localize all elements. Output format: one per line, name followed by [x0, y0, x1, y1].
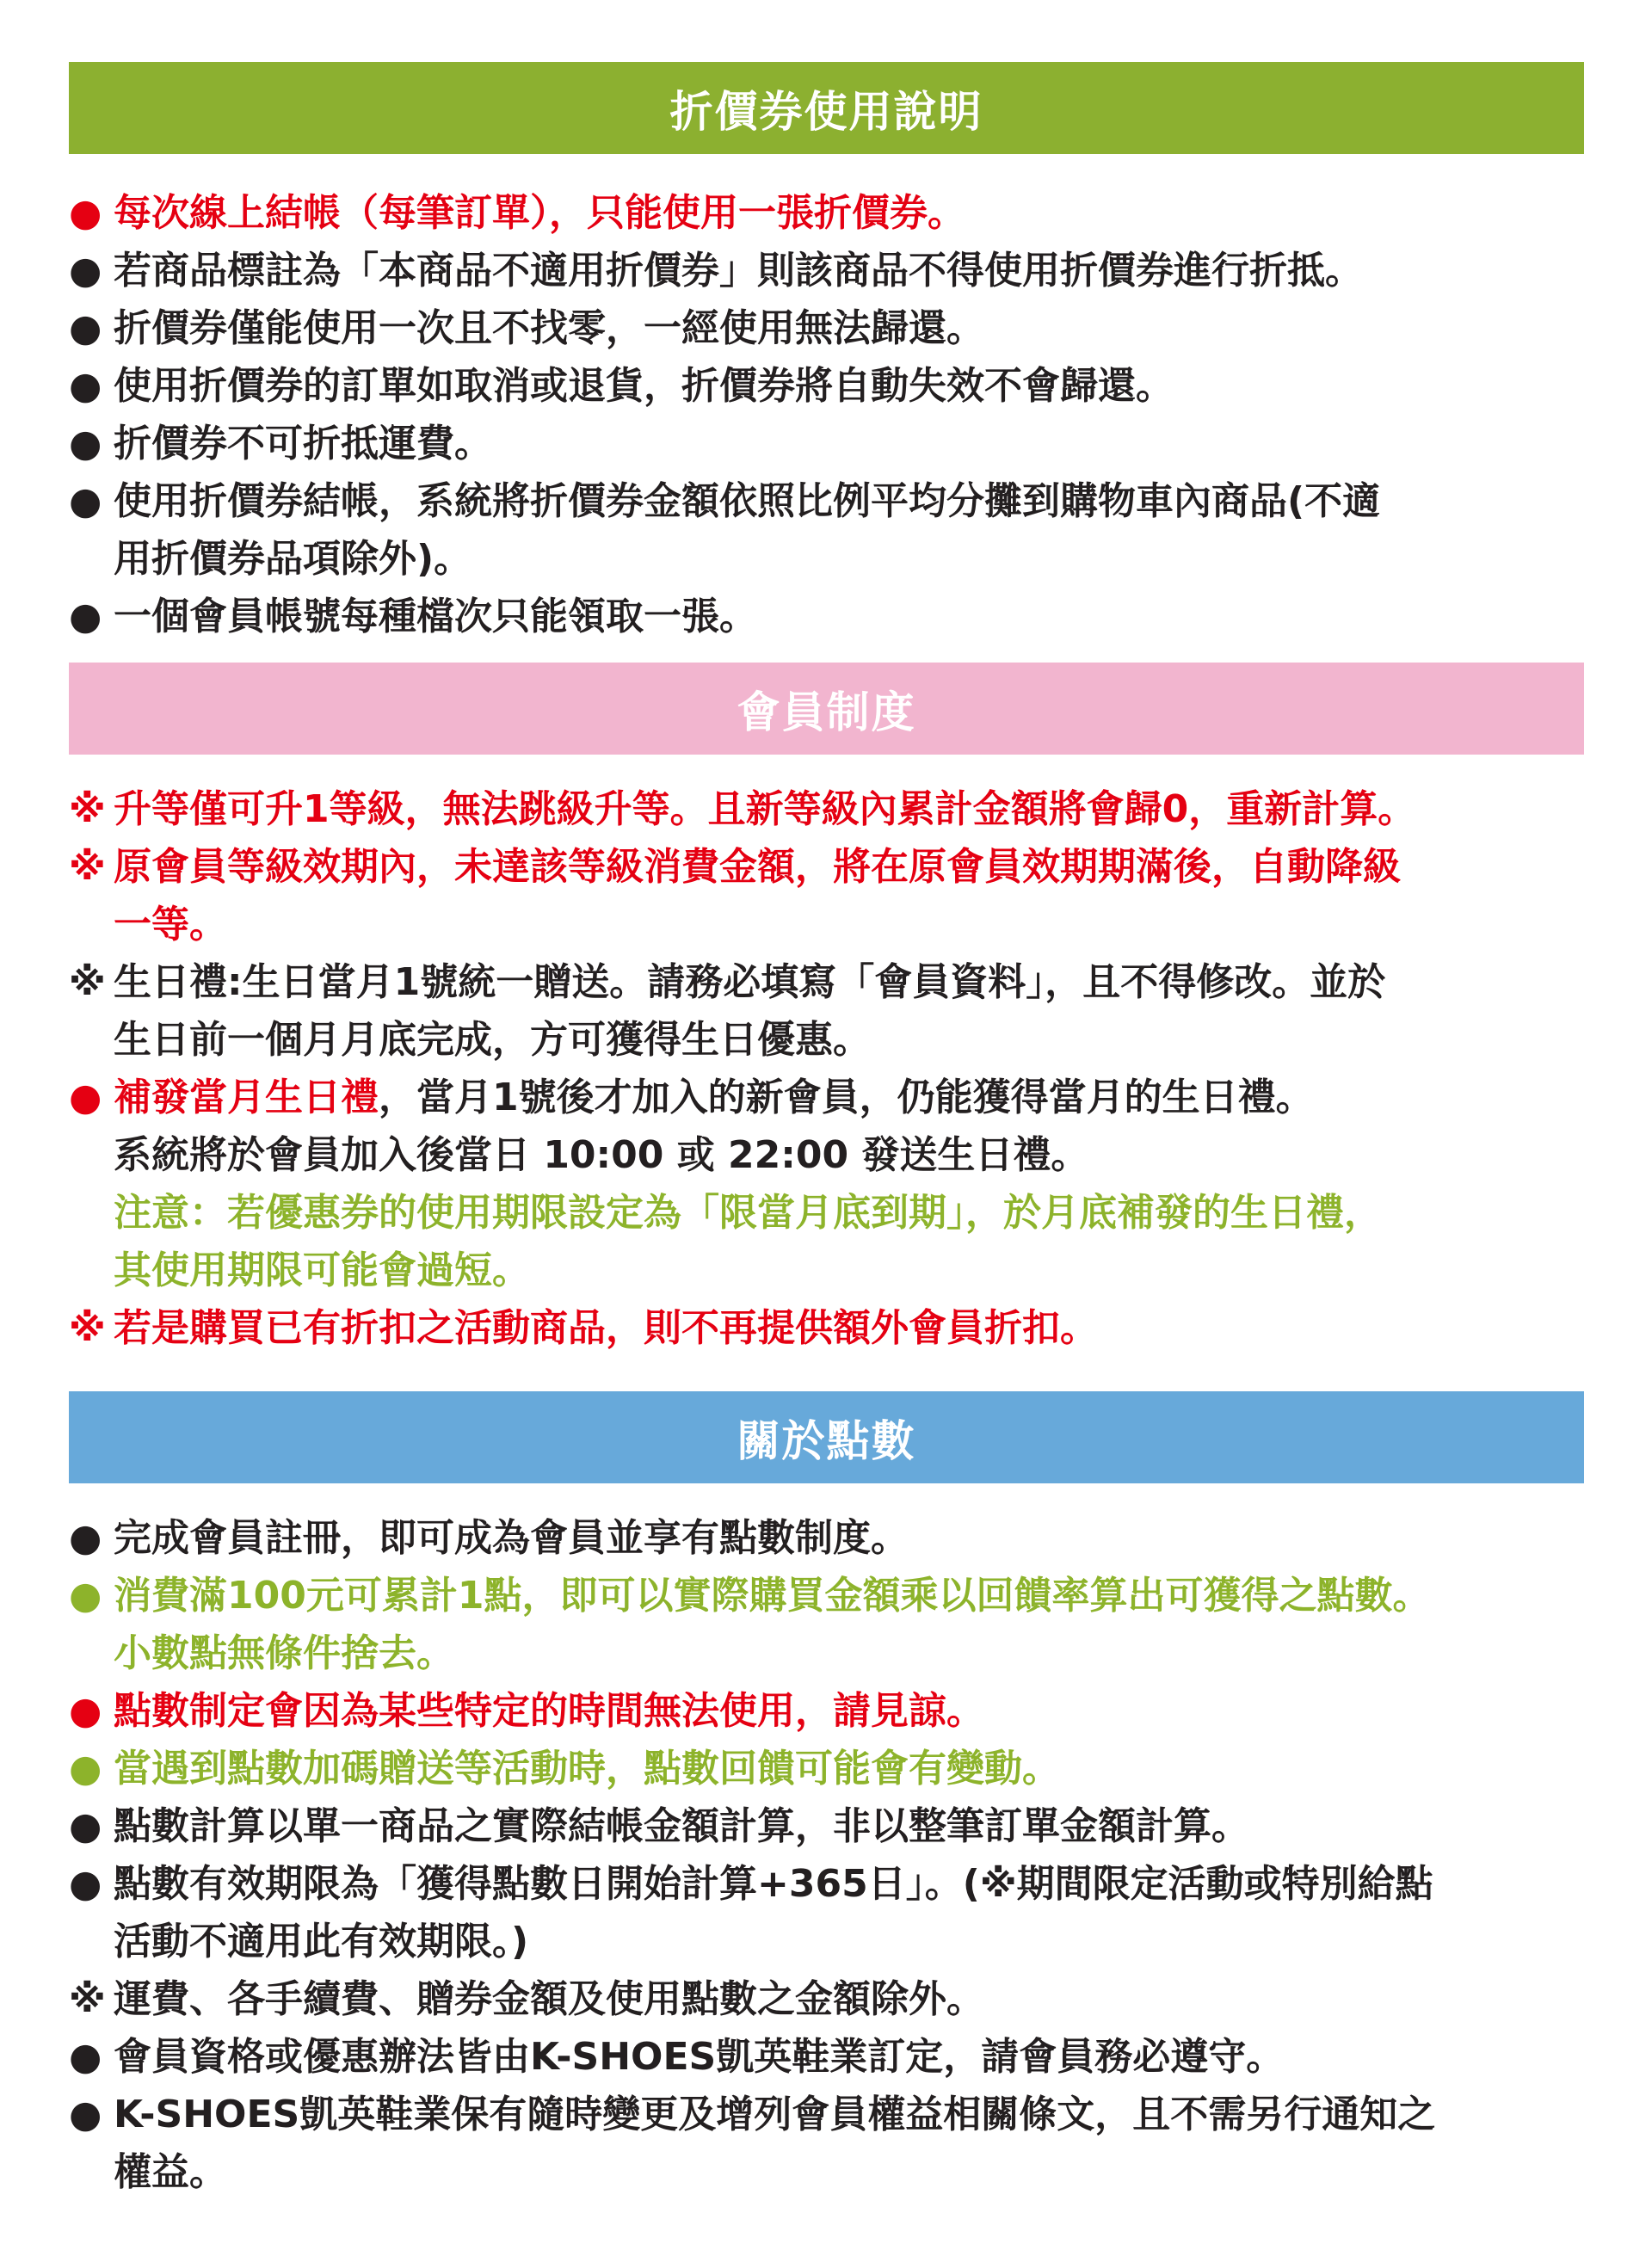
bullet-icon: ● [69, 479, 102, 523]
list-item: ● K-SHOES凱英鞋業保有隨時變更及增列會員權益相關條文，且不需另行通知之 [69, 2086, 1584, 2143]
bullet-icon: ● [69, 2035, 102, 2079]
list-item: ● 折價券不可折抵運費。 [69, 415, 1584, 472]
coupon-header [69, 62, 1584, 154]
list-item: ※ 運費、各手續費、贈券金額及使用點數之金額除外。 [69, 1970, 1584, 2028]
note-icon: ※ [69, 787, 106, 831]
bullet-icon: ● [69, 1804, 102, 1848]
list-item: ※ 原會員等級效期內，未達該等級消費金額，將在原會員效期期滿後，自動降級 [69, 838, 1584, 896]
list-item: ● 當遇到點數加碼贈送等活動時，點數回饋可能會有變動。 [69, 1740, 1584, 1797]
bullet-icon: ● [69, 2093, 102, 2136]
list-item: ● 完成會員註冊，即可成為會員並享有點數制度。 [69, 1509, 1584, 1567]
bullet-icon: ● [69, 364, 102, 408]
list-item: ● 折價券僅能使用一次且不找零，一經使用無法歸還。 [69, 299, 1584, 357]
list-item: ● 每次線上結帳（每筆訂單），只能使用一張折價券。 [69, 184, 1584, 242]
notice-text: 其使用期限可能會過短。 [114, 1248, 530, 1292]
note-icon: ※ [69, 845, 106, 889]
points-title: 關於點數 [737, 1415, 916, 1466]
list-item-continuation: 生日前一個月月底完成，方可獲得生日優惠。 [114, 1018, 871, 1062]
list-item-continuation: 活動不適用此有效期限。) [114, 1920, 529, 1963]
note-icon: ※ [69, 960, 106, 1004]
list-item: ● 一個會員帳號每種檔次只能領取一張。 [69, 588, 1584, 645]
bullet-icon: ● [69, 1689, 102, 1733]
note-icon: ※ [69, 1306, 106, 1350]
list-item: ※ 生日禮:生日當月1號統一贈送。請務必填寫「會員資料」，且不得修改。並於 [69, 953, 1584, 1011]
member-section [69, 663, 1584, 1357]
bullet-icon: ● [69, 191, 102, 235]
bullet-icon: ● [69, 422, 102, 465]
bullet-icon: ● [69, 249, 102, 293]
list-item: ※ 若是購買已有折扣之活動商品，則不再提供額外會員折扣。 [69, 1299, 1584, 1357]
bullet-icon: ● [69, 1862, 102, 1906]
list-item-continuation: 權益。 [114, 2150, 227, 2194]
list-item: ● 使用折價券結帳，系統將折價券金額依照比例平均分攤到購物車內商品(不適 [69, 472, 1584, 530]
bullet-icon: ● [69, 1076, 102, 1119]
list-item-continuation: 用折價券品項除外)。 [114, 537, 472, 581]
points-list [69, 1509, 1584, 2201]
bullet-icon: ● [69, 595, 102, 638]
list-item: ● 會員資格或優惠辦法皆由K-SHOES凱英鞋業訂定，請會員務必遵守。 [69, 2028, 1584, 2086]
list-item: ● 點數有效期限為「獲得點數日開始計算+365日」。(※期間限定活動或特別給點 [69, 1855, 1584, 1913]
list-item: ● 補發當月生日禮，當月1號後才加入的新會員，仍能獲得當月的生日禮。 [69, 1069, 1584, 1126]
list-item-continuation: 系統將於會員加入後當日 10:00 或 22:00 發送生日禮。 [114, 1133, 1089, 1177]
bullet-icon: ● [69, 306, 102, 350]
member-list [69, 780, 1584, 1357]
notice-text: 注意：若優惠券的使用期限設定為「限當月底到期」，於月底補發的生日禮， [114, 1191, 1382, 1235]
list-item: ※ 升等僅可升1等級，無法跳級升等。且新等級內累計金額將會歸0，重新計算。 [69, 780, 1584, 838]
bullet-icon: ● [69, 1747, 102, 1791]
note-icon: ※ [69, 1977, 106, 2021]
coupon-list [69, 184, 1584, 645]
list-item-continuation: 一等。 [114, 903, 227, 946]
coupon-title: 折價券使用說明 [669, 86, 983, 137]
list-item: ● 若商品標註為「本商品不適用折價券」則該商品不得使用折價券進行折抵。 [69, 242, 1584, 299]
list-item: ● 點數計算以單一商品之實際結帳金額計算，非以整筆訂單金額計算。 [69, 1797, 1584, 1855]
bullet-icon: ● [69, 1516, 102, 1560]
list-item: ● 使用折價券的訂單如取消或退貨，折價券將自動失效不會歸還。 [69, 357, 1584, 415]
bullet-icon: ● [69, 1574, 102, 1618]
highlight-text: 補發當月生日禮 [114, 1076, 379, 1119]
list-item-continuation: 小數點無條件捨去。 [114, 1631, 454, 1675]
coupon-section [69, 62, 1584, 645]
list-item: ● 消費滿100元可累計1點，即可以實際購買金額乘以回饋率算出可獲得之點數。 [69, 1567, 1584, 1624]
member-header [69, 663, 1584, 755]
member-title: 會員制度 [737, 687, 916, 737]
list-item: ● 點數制定會因為某些特定的時間無法使用，請見諒。 [69, 1682, 1584, 1740]
points-header [69, 1391, 1584, 1483]
points-section [69, 1391, 1584, 2201]
